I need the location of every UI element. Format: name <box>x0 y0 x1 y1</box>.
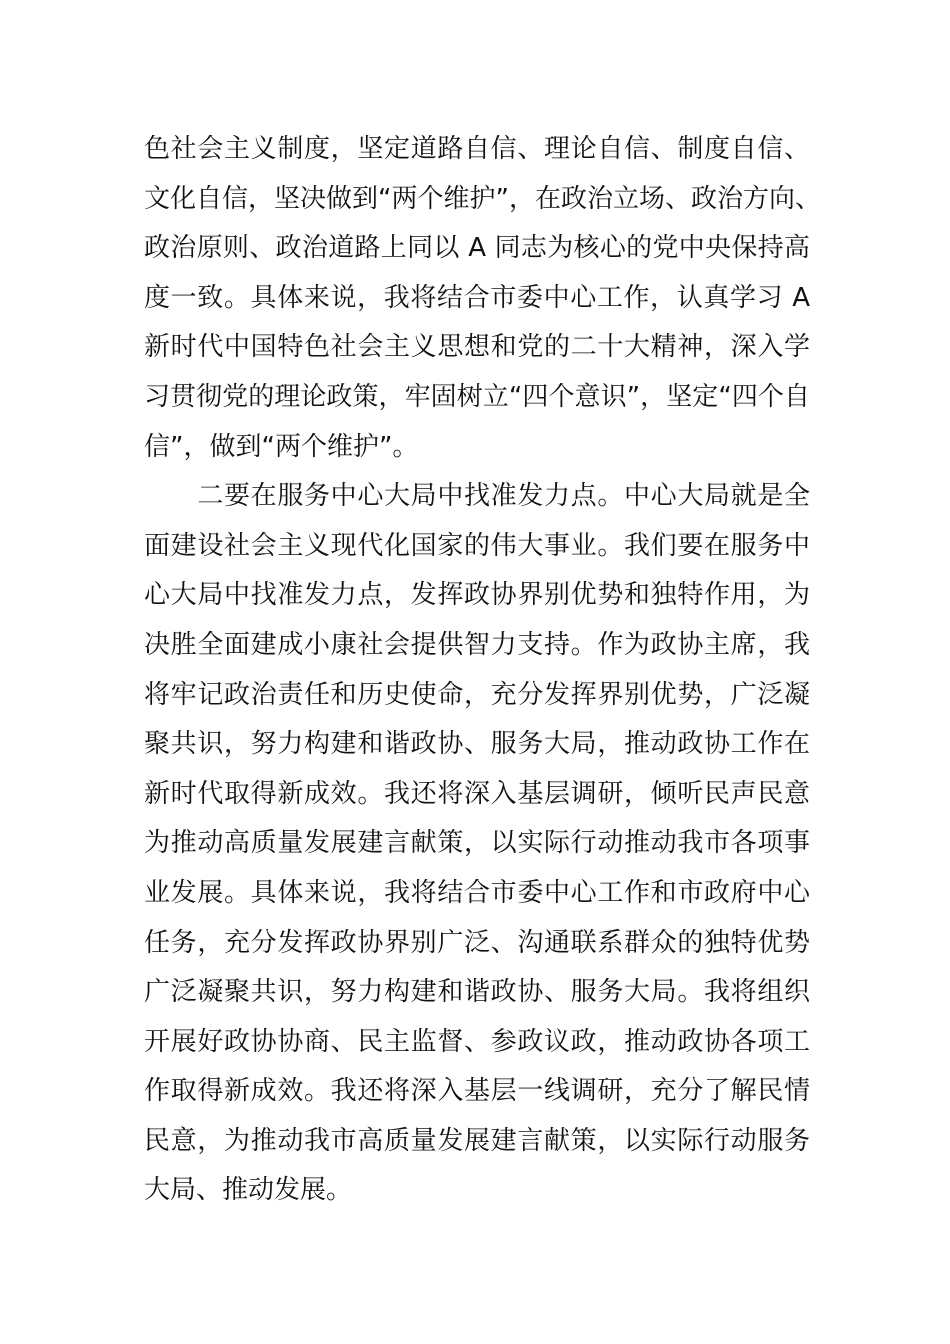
text-line: 民意，为推动我市高质量发展建言献策，以实际行动服务 <box>144 1125 810 1156</box>
text-line: 信”，做到“两个维护”。 <box>144 431 419 462</box>
text-line: 面建设社会主义现代化国家的伟大事业。我们要在服务中 <box>144 530 810 561</box>
text-line: 作取得新成效。我还将深入基层一线调研，充分了解民情 <box>144 1076 810 1107</box>
text-line: 心大局中找准发力点，发挥政协界别优势和独特作用，为 <box>144 580 810 611</box>
text-line: 将牢记政治责任和历史使命，充分发挥界别优势，广泛凝 <box>144 679 810 710</box>
text-line: 大局、推动发展。 <box>144 1175 353 1206</box>
text-line: 新时代中国特色社会主义思想和党的二十大精神，深入学 <box>144 332 810 363</box>
paragraph-2 <box>144 472 810 1216</box>
text-line: 开展好政协协商、民主监督、参政议政，推动政协各项工 <box>144 1026 810 1057</box>
text-line: 业发展。具体来说，我将结合市委中心工作和市政府中心 <box>144 877 810 908</box>
text-line: 任务，充分发挥政协界别广泛、沟通联系群众的独特优势 <box>144 927 810 958</box>
text-line: 广泛凝聚共识，努力构建和谐政协、服务大局。我将组织 <box>144 977 810 1008</box>
text-line: 新时代取得新成效。我还将深入基层调研，倾听民声民意 <box>144 778 810 809</box>
text-line: 聚共识，努力构建和谐政协、服务大局，推动政协工作在 <box>144 729 810 760</box>
paragraph-1 <box>144 125 821 472</box>
text-line: 色社会主义制度，坚定道路自信、理论自信、制度自信、 <box>144 134 810 164</box>
text-line: 二要在服务中心大局中找准发力点。中心大局就是全 <box>144 481 810 512</box>
text-line: 为推动高质量发展建言献策，以实际行动推动我市各项事 <box>144 828 810 859</box>
text-line: 政治原则、政治道路上同以 A 同志为核心的党中央保持高 <box>144 233 810 264</box>
text-line: 度一致。具体来说，我将结合市委中心工作，认真学习 A <box>144 282 810 313</box>
text-line: 习贯彻党的理论政策，牢固树立“四个意识”，坚定“四个自 <box>144 381 810 412</box>
document-body <box>144 125 821 1216</box>
text-line: 决胜全面建成小康社会提供智力支持。作为政协主席，我 <box>144 629 810 660</box>
text-line: 文化自信，坚决做到“两个维护”，在政治立场、政治方向、 <box>144 183 821 214</box>
